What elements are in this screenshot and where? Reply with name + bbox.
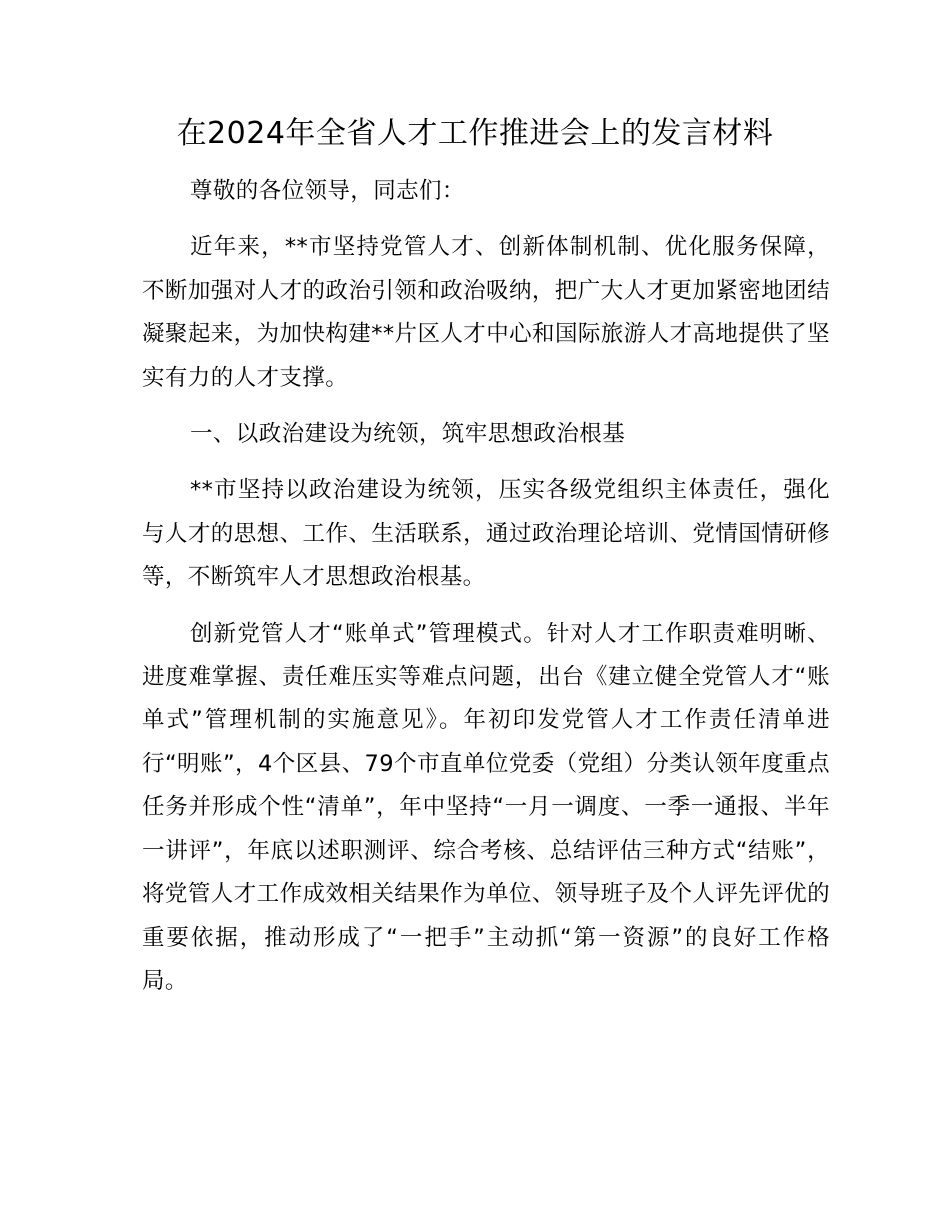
- document-title: 在2024年全省人才工作推进会上的发言材料: [176, 116, 774, 151]
- paragraph-accounting-model: 创新党管人才“账单式”管理模式。针对人才工作职责难明晰、进度难掌握、责任难压实等难点问题，出台《建立健全党管人才“账单式”管理机制的实施意见》。年初印发党管人才工作责任清单进行“明账”，4个区县、79个市直单位党委（党组）分类认领年度重点任务并形成个性“清单”，年中坚持“一月一调度、一季一通报、半年一讲评”，年底以述职测评、综合考核、总结评估三种方式“结账”，将党管人才工作成效相关结果作为单位、领导班子及个人评先评优的重要依据，推动形成了“一把手”主动抓“第一资源”的良好工作格局。: [142, 620, 830, 994]
- greeting: 尊敬的各位领导，同志们：: [190, 178, 465, 204]
- paragraph-section-1: **市坚持以政治建设为统领，压实各级党组织主体责任，强化与人才的思想、工作、生活联系，通过政治理论培训、党情国情研修等，不断筑牢人才思想政治根基。: [142, 477, 830, 591]
- paragraph-intro: 近年来，**市坚持党管人才、创新体制机制、优化服务保障，不断加强对人才的政治引领和政治吸纳，把广大人才更加紧密地团结凝聚起来，为加快构建**片区人才中心和国际旅游人才高地提供了坚实有力的人才支撑。: [142, 234, 830, 391]
- section-heading-1: 一、以政治建设为统领，筑牢思想政治根基: [190, 421, 626, 448]
- document-body: [142, 170, 830, 1016]
